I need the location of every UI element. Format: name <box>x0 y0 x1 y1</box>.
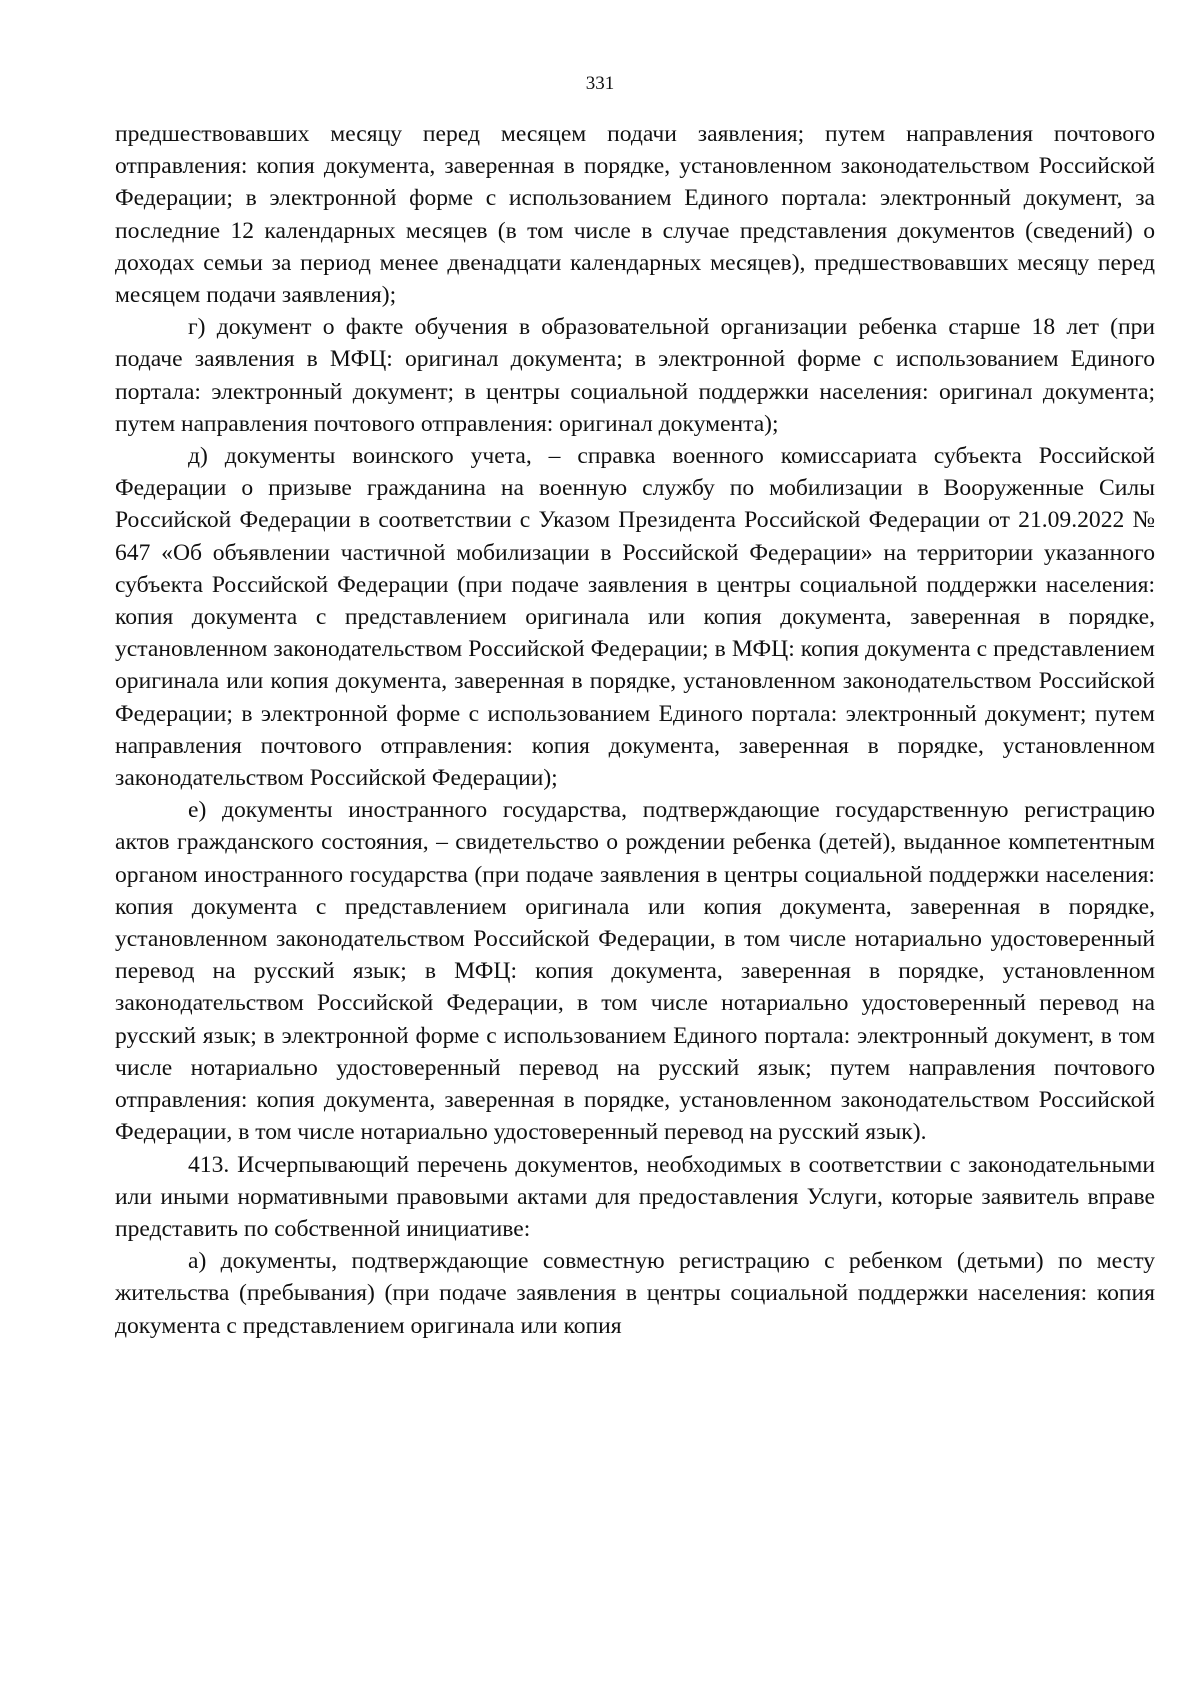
paragraph-item-d: д) документы воинского учета, – справка военного комиссариата субъекта Российской Федерации о призыве гражданина на военную службу по мобилизации в Вооруженные Силы Российской Федерации в соответствии с Указом Президента Российской Федерации от 21.09.2022 № 647 «Об объявлении частичной мобилизации в Российской Федерации» на территории указанного субъекта Российской Федерации (при подаче заявления в центры социальной поддержки населения: копия документа с представлением оригинала или копия документа, заверенная в порядке, установленном законодательством Российской Федерации; в МФЦ: копия документа с представлением оригинала или копия документа, заверенная в порядке, установленном законодательством Российской Федерации; в электронной форме с использованием Единого портала: электронный документ; путем направления почтового отправления: копия документа, заверенная в порядке, установленном законодательством Российской Федерации); <box>115 443 1155 792</box>
paragraph-item-g: г) документ о факте обучения в образовательной организации ребенка старше 18 лет (при подаче заявления в МФЦ: оригинал документа; в электронной форме с использованием Единого портала: электронный документ; в центры социальной поддержки населения: оригинал документа; путем направления почтового отправления: оригинал документа); <box>115 314 1155 437</box>
paragraph-413: 413. Исчерпывающий перечень документов, необходимых в соответствии с законодательными или иными нормативными правовыми актами для предоставления Услуги, которые заявитель вправе представить по собственной инициативе: <box>115 1151 1155 1242</box>
document-body <box>115 118 1155 1342</box>
paragraph-1: предшествовавших месяцу перед месяцем подачи заявления; путем направления почтового отправления: копия документа, заверенная в порядке, установленном законодательством Российской Федерации; в электронной форме с использованием Единого портала: электронный документ, за последние 12 календарных месяцев (в том числе в случае представления документов (сведений) о доходах семьи за период менее двенадцати календарных месяцев), предшествовавших месяцу перед месяцем подачи заявления); <box>115 121 1155 309</box>
paragraph-item-e: е) документы иностранного государства, подтверждающие государственную регистрацию актов гражданского состояния, – свидетельство о рождении ребенка (детей), выданное компетентным органом иностранного государства (при подаче заявления в центры социальной поддержки населения: копия документа с представлением оригинала или копия документа, заверенная в порядке, установленном законодательством Российской Федерации, в том числе нотариально удостоверенный перевод на русский язык; в МФЦ: копия документа, заверенная в порядке, установленном законодательством Российской Федерации, в том числе нотариально удостоверенный перевод на русский язык; в электронной форме с использованием Единого портала: электронный документ, в том числе нотариально удостоверенный перевод на русский язык; путем направления почтового отправления: копия документа, заверенная в порядке, установленном законодательством Российской Федерации, в том числе нотариально удостоверенный перевод на русский язык). <box>115 797 1155 1146</box>
page-number: 331 <box>585 73 615 94</box>
paragraph-item-a: а) документы, подтверждающие совместную регистрацию с ребенком (детьми) по месту жительства (пребывания) (при подаче заявления в центры социальной поддержки населения: копия документа с представлением оригинала или копия <box>115 1248 1155 1339</box>
